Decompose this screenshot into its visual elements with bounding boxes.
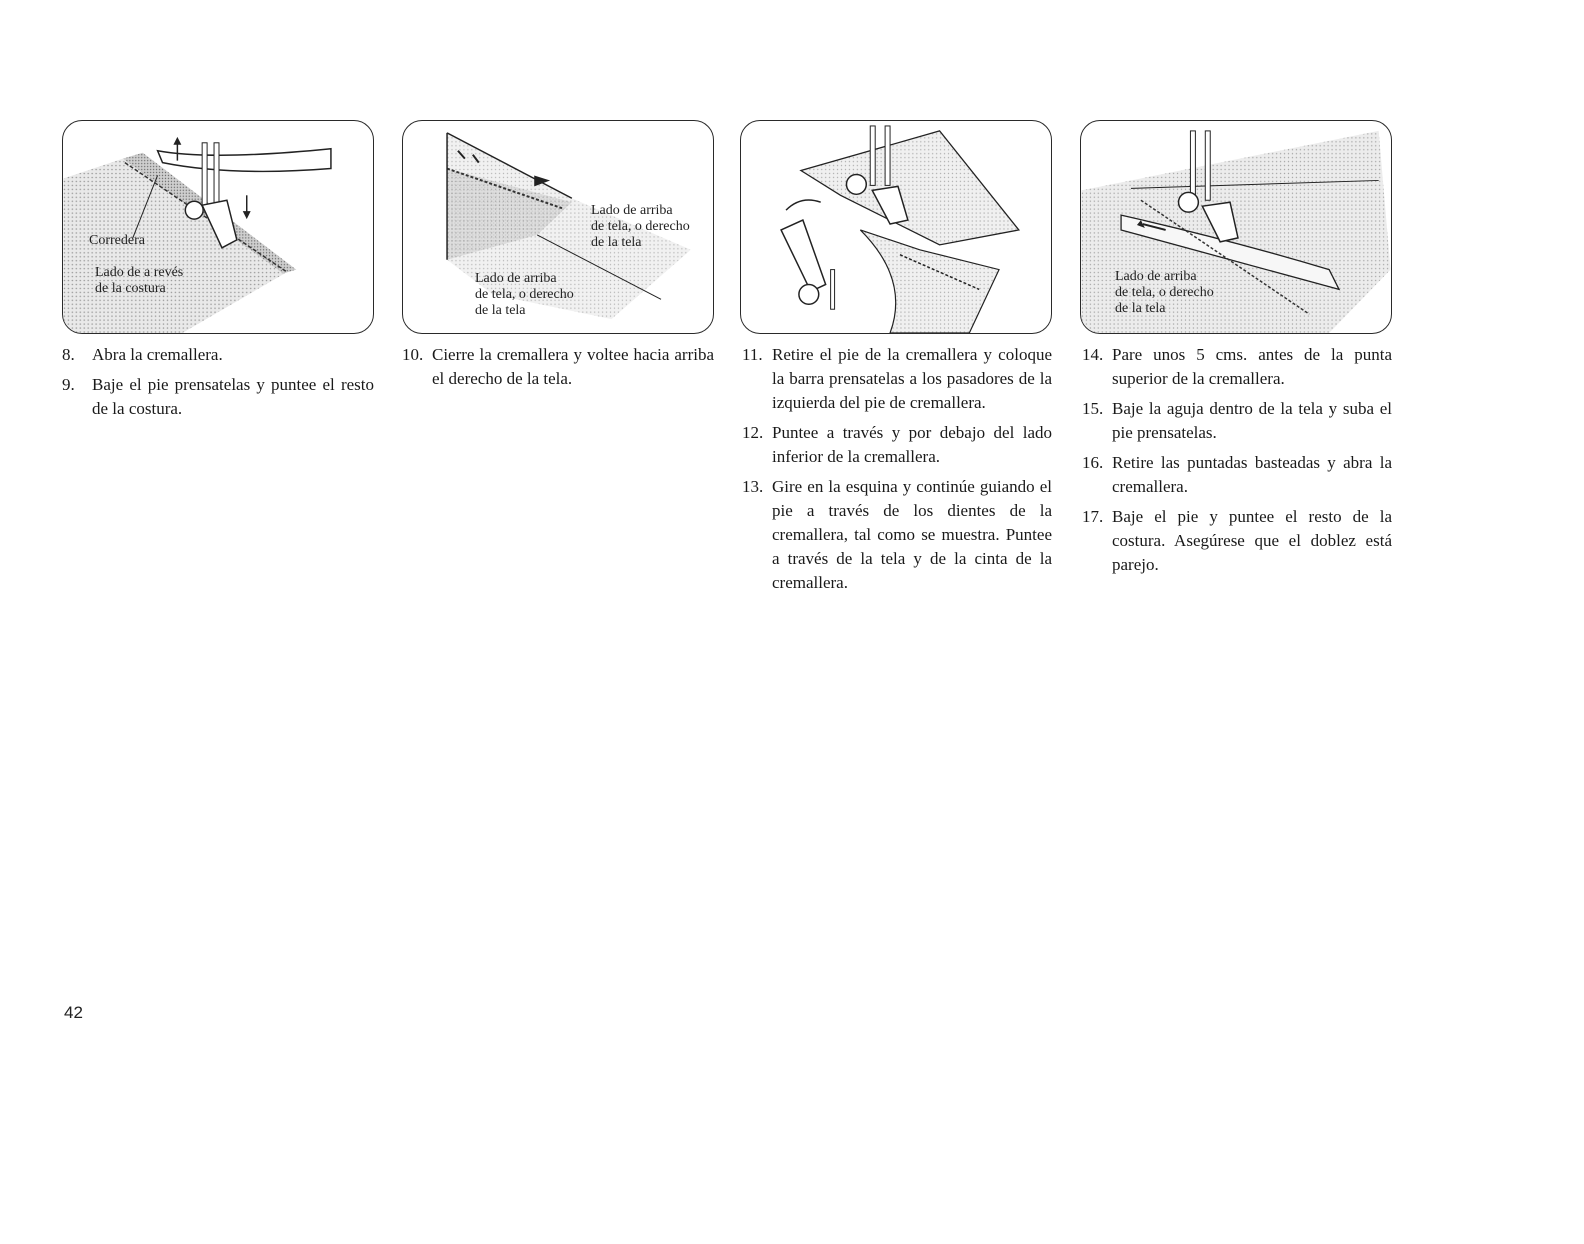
step-11	[742, 343, 1052, 415]
step-15	[1082, 397, 1392, 445]
figure-close-zipper	[402, 120, 714, 334]
label-wrong-side: Lado de a revés de la costura	[95, 265, 184, 296]
step-number: 14.	[1082, 345, 1104, 364]
label-right-side-top: Lado de arriba de tela, o derecho de la tela	[591, 203, 690, 250]
step-10	[402, 343, 714, 391]
step-8	[62, 343, 374, 367]
figure-stitch-across	[740, 120, 1052, 334]
step-text: Abra la cremallera.	[92, 345, 223, 364]
step-number: 17.	[1082, 507, 1104, 526]
step-text: Baje el pie prensatelas y puntee el resto de la costura.	[92, 375, 374, 418]
step-number: 9.	[62, 375, 75, 394]
figure-stop-before-top	[1080, 120, 1392, 334]
step-text: Baje la aguja dentro de la tela y suba el pie prensatelas.	[1112, 399, 1392, 442]
step-text: Retire las puntadas basteadas y abra la cremallera.	[1112, 453, 1392, 496]
step-text: Cierre la cremallera y voltee hacia arriba el derecho de la tela.	[432, 345, 714, 388]
step-number: 11.	[742, 345, 763, 364]
step-number: 16.	[1082, 453, 1104, 472]
label-right-side-bottom: Lado de arriba de tela, o derecho de la tela	[475, 271, 574, 318]
label-slider: Corredera	[89, 233, 145, 248]
step-17	[1082, 505, 1392, 577]
step-9	[62, 373, 374, 421]
step-text: Gire en la esquina y continúe guiando el pie a través de los dientes de la cremallera, tal como se muestra. Puntee a través de la tela y de la cinta de la cremallera.	[772, 477, 1052, 592]
step-text: Pare unos 5 cms. antes de la punta superior de la cremallera.	[1112, 345, 1392, 388]
step-text: Puntee a través y por debajo del lado inferior de la cremallera.	[772, 423, 1052, 466]
column-4	[1082, 343, 1392, 583]
step-number: 10.	[402, 345, 424, 364]
step-16	[1082, 451, 1392, 499]
figure-1-drawing	[63, 121, 373, 333]
step-14	[1082, 343, 1392, 391]
figure-open-zipper	[62, 120, 374, 334]
label-right-side: Lado de arriba de tela, o derecho de la tela	[1115, 269, 1214, 316]
column-1	[62, 343, 374, 427]
figure-3-drawing	[741, 121, 1051, 333]
page-number: 42	[64, 1003, 83, 1022]
column-3	[742, 343, 1052, 601]
column-2	[402, 343, 714, 397]
step-number: 8.	[62, 345, 75, 364]
step-text: Retire el pie de la cremallera y coloque la barra prensatelas a los pasadores de la izquierda del pie de cremallera.	[772, 345, 1052, 412]
step-text: Baje el pie y puntee el resto de la costura. Asegúrese que el doblez está parejo.	[1112, 507, 1392, 574]
step-12	[742, 421, 1052, 469]
step-13	[742, 475, 1052, 595]
step-number: 13.	[742, 477, 764, 496]
step-number: 15.	[1082, 399, 1104, 418]
step-number: 12.	[742, 423, 764, 442]
